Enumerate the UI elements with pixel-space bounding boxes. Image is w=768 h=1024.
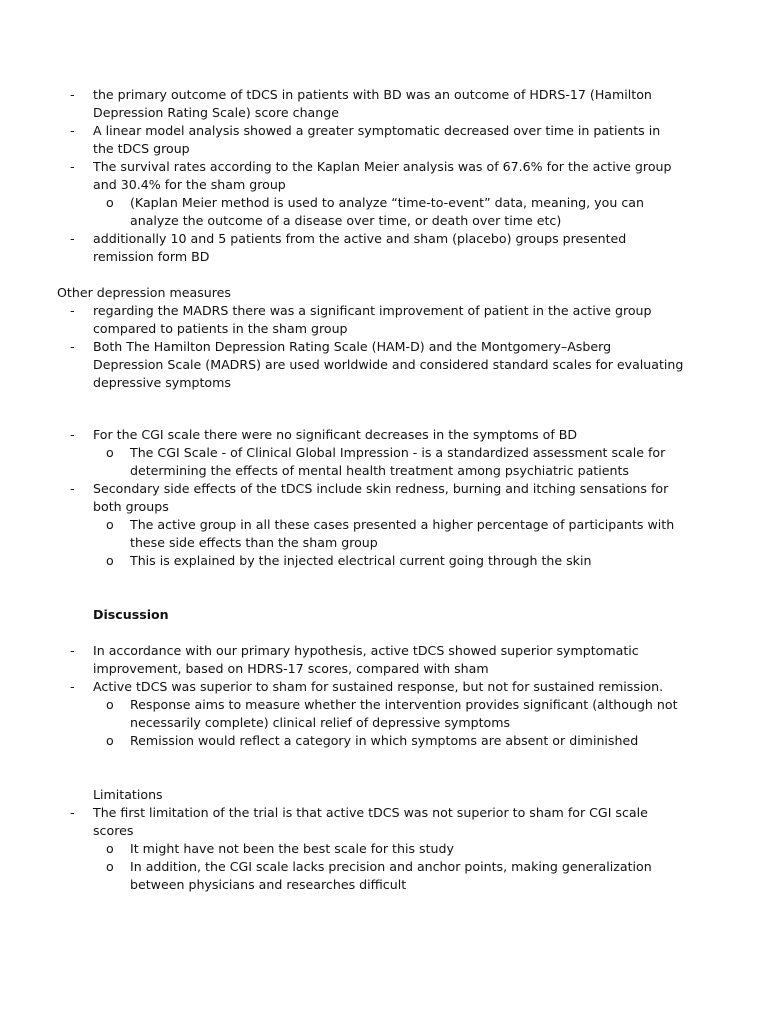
section-heading-limitations: Limitations <box>93 787 163 802</box>
sub-bullet-text: In addition, the CGI scale lacks precision and anchor points, making generalization between physicians and researches difficult <box>130 859 652 892</box>
bullet-item <box>0 302 684 338</box>
circle-marker: o <box>106 445 114 460</box>
circle-marker: o <box>106 517 114 532</box>
sub-bullet-text: Remission would reflect a category in which symptoms are absent or diminished <box>130 733 639 748</box>
document-page <box>0 86 768 894</box>
sub-bullet-item <box>0 858 684 894</box>
bullet-text: Both The Hamilton Depression Rating Scale (HAM-D) and the Montgomery–Asberg Depression Scale (MADRS) are used worldwide and considered standard scales for evaluating depressive symptoms <box>93 339 684 390</box>
section-heading-other-measures: Other depression measures <box>57 285 231 300</box>
sub-bullet-item <box>0 552 684 570</box>
bullet-item <box>0 86 684 122</box>
sub-bullet-item <box>0 194 684 230</box>
bullet-item <box>0 678 684 696</box>
dash-marker: - <box>70 805 75 820</box>
sub-bullet-text: This is explained by the injected electrical current going through the skin <box>130 553 592 568</box>
circle-marker: o <box>106 859 114 874</box>
dash-marker: - <box>70 159 75 174</box>
dash-marker: - <box>70 481 75 496</box>
sub-bullet-text: (Kaplan Meier method is used to analyze “time-to-event” data, meaning, you can analyze the outcome of a disease over time, or death over time etc) <box>130 195 644 228</box>
bullet-text: additionally 10 and 5 patients from the active and sham (placebo) groups presented remission form BD <box>93 231 627 264</box>
bullet-text: A linear model analysis showed a greater symptomatic decreased over time in patients in the tDCS group <box>93 123 661 156</box>
bullet-text: In accordance with our primary hypothesis, active tDCS showed superior symptomatic improvement, based on HDRS-17 scores, compared with sham <box>93 643 639 676</box>
sub-bullet-text: The active group in all these cases presented a higher percentage of participants with these side effects than the sham group <box>130 517 675 550</box>
bullet-text: The survival rates according to the Kaplan Meier analysis was of 67.6% for the active group and 30.4% for the sham group <box>93 159 672 192</box>
bullet-item <box>0 426 684 444</box>
bullet-item <box>0 642 684 678</box>
bullet-item <box>0 158 684 194</box>
circle-marker: o <box>106 195 114 210</box>
dash-marker: - <box>70 339 75 354</box>
circle-marker: o <box>106 841 114 856</box>
bullet-item <box>0 804 684 840</box>
circle-marker: o <box>106 553 114 568</box>
bullet-text: The first limitation of the trial is that active tDCS was not superior to sham for CGI scale scores <box>93 805 648 838</box>
sub-bullet-text: Response aims to measure whether the intervention provides significant (although not necessarily complete) clinical relief of depressive symptoms <box>130 697 678 730</box>
sub-bullet-text: It might have not been the best scale for this study <box>130 841 454 856</box>
sub-bullet-text: The CGI Scale - of Clinical Global Impression - is a standardized assessment scale for determining the effects of mental health treatment among psychiatric patients <box>130 445 666 478</box>
bullet-item <box>0 338 684 392</box>
bullet-text: Active tDCS was superior to sham for sustained response, but not for sustained remission. <box>93 679 664 694</box>
dash-marker: - <box>70 303 75 318</box>
sub-bullet-item <box>0 444 684 480</box>
bullet-text: regarding the MADRS there was a significant improvement of patient in the active group compared to patients in the sham group <box>93 303 652 336</box>
section-heading-discussion: Discussion <box>93 607 169 622</box>
sub-bullet-item <box>0 840 684 858</box>
bullet-text: the primary outcome of tDCS in patients with BD was an outcome of HDRS-17 (Hamilton Depression Rating Scale) score change <box>93 87 652 120</box>
bullet-item <box>0 230 684 266</box>
dash-marker: - <box>70 123 75 138</box>
circle-marker: o <box>106 697 114 712</box>
bullet-item <box>0 480 684 516</box>
dash-marker: - <box>70 231 75 246</box>
dash-marker: - <box>70 427 75 442</box>
sub-bullet-item <box>0 696 684 732</box>
sub-bullet-item <box>0 516 684 552</box>
dash-marker: - <box>70 679 75 694</box>
dash-marker: - <box>70 643 75 658</box>
bullet-text: For the CGI scale there were no significant decreases in the symptoms of BD <box>93 427 578 442</box>
dash-marker: - <box>70 87 75 102</box>
bullet-item <box>0 122 684 158</box>
bullet-text: Secondary side effects of the tDCS include skin redness, burning and itching sensations for both groups <box>93 481 669 514</box>
sub-bullet-item <box>0 732 684 750</box>
circle-marker: o <box>106 733 114 748</box>
